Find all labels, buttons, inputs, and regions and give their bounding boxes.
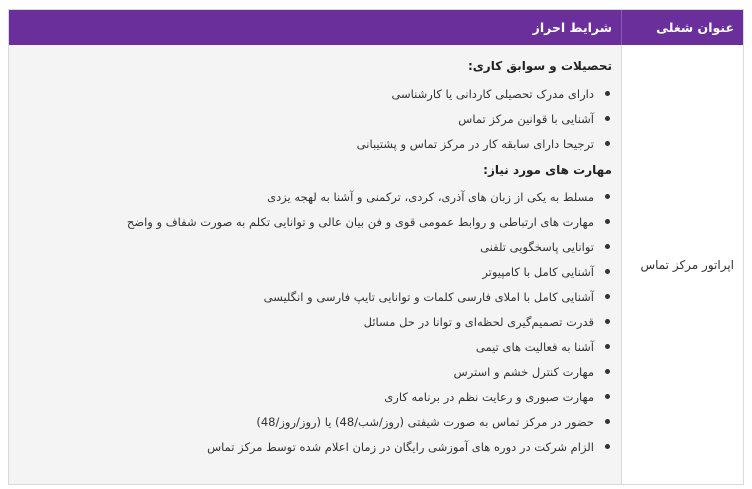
list-item xyxy=(9,81,612,106)
list-item xyxy=(9,259,612,284)
list-item xyxy=(9,184,612,209)
list-item xyxy=(9,309,612,334)
list-item xyxy=(9,409,612,434)
bullet-icon xyxy=(605,269,610,274)
bullet-icon xyxy=(605,419,610,424)
section-title-skills: مهارت های مورد نیاز: xyxy=(483,163,612,177)
bullet-icon xyxy=(605,344,610,349)
list-item xyxy=(9,106,612,131)
list-item-text: آشنایی کامل با املای فارسی کلمات و توانایی تایپ فارسی و انگلیسی xyxy=(263,289,594,304)
table-header-row xyxy=(9,10,743,45)
job-requirements-table xyxy=(8,9,744,485)
list-item xyxy=(9,234,612,259)
list-item-text: مهارت کنترل خشم و استرس xyxy=(453,364,594,379)
list-item-text: ترجیحا دارای سابقه کار در مرکز تماس و پشتیبانی xyxy=(356,136,594,151)
list-item-text: مسلط به یکی از زبان های آذری، کردی، ترکمنی و آشنا به لهجه یزدی xyxy=(267,189,594,204)
list-item-text: آشنا به فعالیت های تیمی xyxy=(475,339,594,354)
list-item xyxy=(9,434,612,459)
list-item xyxy=(9,359,612,384)
list-item-text: آشنایی با قوانین مرکز تماس xyxy=(458,111,594,126)
education-list xyxy=(9,81,612,156)
bullet-icon xyxy=(605,319,610,324)
requirements-cell xyxy=(9,45,621,484)
list-item-text: حضور در مرکز تماس به صورت شیفتی (روز/شب/48) یا (روز/روز/48) xyxy=(256,414,594,429)
list-item xyxy=(9,334,612,359)
list-item-text: آشنایی کامل با کامپیوتر xyxy=(482,264,594,279)
list-item-text: توانایی پاسخگویی تلفنی xyxy=(480,239,594,254)
bullet-icon xyxy=(605,219,610,224)
job-title-cell: اپراتور مرکز تماس xyxy=(621,45,743,484)
list-item xyxy=(9,384,612,409)
bullet-icon xyxy=(605,194,610,199)
list-item-text: مهارت صبوری و رعایت نظم در برنامه کاری xyxy=(384,389,594,404)
bullet-icon xyxy=(605,141,610,146)
bullet-icon xyxy=(605,244,610,249)
section-title-education: تحصیلات و سوابق کاری: xyxy=(468,59,612,73)
list-item xyxy=(9,131,612,156)
bullet-icon xyxy=(605,444,610,449)
skills-list xyxy=(9,184,612,459)
table-row xyxy=(9,45,743,484)
list-item xyxy=(9,284,612,309)
list-item-text: مهارت های ارتباطی و روابط عمومی قوی و فن بیان عالی و توانایی تکلم به صورت شفاف و واضح xyxy=(126,214,594,229)
list-item xyxy=(9,209,612,234)
bullet-icon xyxy=(605,394,610,399)
bullet-icon xyxy=(605,116,610,121)
list-item-text: دارای مدرک تحصیلی کاردانی یا کارشناسی xyxy=(391,86,594,101)
bullet-icon xyxy=(605,91,610,96)
bullet-icon xyxy=(605,369,610,374)
header-job-title: عنوان شغلی xyxy=(621,10,743,45)
bullet-icon xyxy=(605,294,610,299)
list-item-text: الزام شرکت در دوره های آموزشی رایگان در زمان اعلام شده توسط مرکز تماس xyxy=(207,439,594,454)
header-requirements: شرایط احراز xyxy=(532,20,612,35)
list-item-text: قدرت تصمیم‌گیری لحظه‌ای و توانا در حل مسائل xyxy=(363,314,594,329)
